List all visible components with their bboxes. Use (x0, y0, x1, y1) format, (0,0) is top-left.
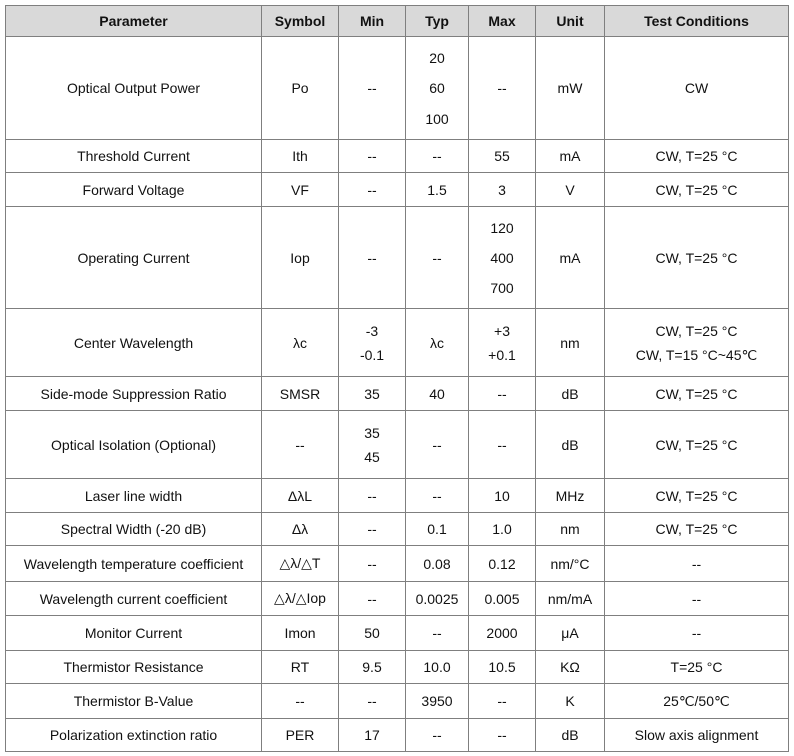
cell-conditions: CW, T=25 °C (605, 377, 789, 411)
cell-unit: nm/mA (536, 582, 605, 616)
cell-unit: K (536, 684, 605, 719)
cell-value-stack (339, 322, 405, 364)
cell-value-stack (469, 322, 535, 364)
cell-symbol: Po (262, 37, 339, 140)
cell-min: 9.5 (339, 651, 406, 684)
cell-max: 3 (469, 173, 536, 207)
cell-conditions: -- (605, 582, 789, 616)
cell-typ: 1.5 (406, 173, 469, 207)
cell-conditions: -- (605, 616, 789, 651)
cell-parameter: Spectral Width (-20 dB) (6, 513, 262, 546)
header-conditions: Test Conditions (605, 6, 789, 37)
cell-symbol: SMSR (262, 377, 339, 411)
cell-max: -- (469, 37, 536, 140)
cell-unit: MHz (536, 479, 605, 513)
cell-max (469, 309, 536, 377)
cell-min: -- (339, 546, 406, 582)
cell-typ: -- (406, 207, 469, 309)
cell-parameter: Wavelength current coefficient (6, 582, 262, 616)
header-parameter: Parameter (6, 6, 262, 37)
table-row (6, 582, 789, 616)
table-row (6, 377, 789, 411)
cell-min (339, 411, 406, 479)
header-unit: Unit (536, 6, 605, 37)
cell-min: -- (339, 140, 406, 173)
cell-unit: nm (536, 513, 605, 546)
cell-typ (406, 37, 469, 140)
cell-value: +0.1 (488, 346, 516, 363)
cell-symbol: Iop (262, 207, 339, 309)
header-max: Max (469, 6, 536, 37)
cell-max: 1.0 (469, 513, 536, 546)
cell-max: -- (469, 684, 536, 719)
table-row (6, 411, 789, 479)
table-row (6, 546, 789, 582)
cell-value: 60 (429, 80, 445, 96)
cell-value: -0.1 (359, 346, 385, 363)
cell-max: 10.5 (469, 651, 536, 684)
cell-conditions: 25℃/50℃ (605, 684, 789, 719)
cell-parameter: Laser line width (6, 479, 262, 513)
cell-unit: dB (536, 411, 605, 479)
cell-value-stack (339, 424, 405, 466)
cell-max: 0.005 (469, 582, 536, 616)
cell-value-stack (605, 322, 788, 364)
table-row (6, 309, 789, 377)
cell-parameter: Thermistor B-Value (6, 684, 262, 719)
cell-min: -- (339, 207, 406, 309)
cell-max: 55 (469, 140, 536, 173)
cell-symbol: -- (262, 684, 339, 719)
cell-value: 400 (490, 249, 514, 266)
cell-conditions: CW, T=25 °C (605, 173, 789, 207)
table-row (6, 616, 789, 651)
table-row (6, 37, 789, 140)
cell-value: 700 (490, 279, 514, 296)
header-row (6, 6, 789, 37)
cell-symbol: RT (262, 651, 339, 684)
table-row (6, 140, 789, 173)
cell-unit: V (536, 173, 605, 207)
cell-typ: 0.0025 (406, 582, 469, 616)
cell-unit: dB (536, 377, 605, 411)
cell-symbol: λc (262, 309, 339, 377)
header-symbol: Symbol (262, 6, 339, 37)
cell-value: -3 (365, 322, 379, 339)
cell-value: CW, T=15 °C~45℃ (635, 346, 758, 363)
cell-typ: -- (406, 140, 469, 173)
cell-value: CW, T=25 °C (655, 322, 738, 339)
cell-typ: 40 (406, 377, 469, 411)
cell-symbol: △λ/△Iop (262, 582, 339, 616)
table-row (6, 684, 789, 719)
cell-unit: dB (536, 719, 605, 752)
cell-typ: 0.1 (406, 513, 469, 546)
cell-symbol: ΔλL (262, 479, 339, 513)
cell-typ: λc (406, 309, 469, 377)
cell-min (339, 309, 406, 377)
header-min: Min (339, 6, 406, 37)
cell-max: 10 (469, 479, 536, 513)
cell-value-stack (406, 49, 468, 128)
cell-parameter: Side-mode Suppression Ratio (6, 377, 262, 411)
cell-parameter: Wavelength temperature coefficient (6, 546, 262, 582)
cell-conditions: CW, T=25 °C (605, 513, 789, 546)
cell-parameter: Polarization extinction ratio (6, 719, 262, 752)
cell-symbol: PER (262, 719, 339, 752)
header-typ: Typ (406, 6, 469, 37)
cell-parameter: Optical Isolation (Optional) (6, 411, 262, 479)
cell-typ: -- (406, 411, 469, 479)
table-row (6, 479, 789, 513)
spec-table-body (6, 37, 789, 752)
cell-symbol: Imon (262, 616, 339, 651)
cell-typ: 10.0 (406, 651, 469, 684)
cell-conditions (605, 309, 789, 377)
cell-value: 35 (364, 424, 380, 441)
cell-typ: -- (406, 616, 469, 651)
cell-parameter: Center Wavelength (6, 309, 262, 377)
cell-symbol: Δλ (262, 513, 339, 546)
cell-parameter: Thermistor Resistance (6, 651, 262, 684)
cell-conditions: CW, T=25 °C (605, 411, 789, 479)
cell-min: -- (339, 173, 406, 207)
cell-value: 100 (425, 110, 449, 127)
cell-value-stack (469, 219, 535, 297)
cell-conditions: CW, T=25 °C (605, 140, 789, 173)
cell-parameter: Forward Voltage (6, 173, 262, 207)
cell-unit: nm (536, 309, 605, 377)
cell-max: 2000 (469, 616, 536, 651)
cell-min: 50 (339, 616, 406, 651)
cell-min: 35 (339, 377, 406, 411)
cell-typ: -- (406, 719, 469, 752)
cell-parameter: Operating Current (6, 207, 262, 309)
cell-unit: nm/°C (536, 546, 605, 582)
cell-symbol: Ith (262, 140, 339, 173)
cell-unit: KΩ (536, 651, 605, 684)
cell-max: -- (469, 719, 536, 752)
cell-value: +3 (494, 322, 510, 339)
cell-max: 0.12 (469, 546, 536, 582)
cell-typ: 0.08 (406, 546, 469, 582)
cell-value: 45 (364, 448, 380, 465)
cell-min: 17 (339, 719, 406, 752)
cell-min: -- (339, 684, 406, 719)
cell-conditions: T=25 °C (605, 651, 789, 684)
cell-value: 20 (429, 49, 445, 66)
cell-conditions: Slow axis alignment (605, 719, 789, 752)
cell-symbol: VF (262, 173, 339, 207)
cell-symbol: -- (262, 411, 339, 479)
cell-min: -- (339, 37, 406, 140)
cell-value: 120 (490, 219, 514, 236)
cell-conditions: CW (605, 37, 789, 140)
cell-conditions: -- (605, 546, 789, 582)
cell-unit: mA (536, 207, 605, 309)
cell-parameter: Monitor Current (6, 616, 262, 651)
cell-parameter: Optical Output Power (6, 37, 262, 140)
table-row (6, 173, 789, 207)
cell-symbol: △λ/△T (262, 546, 339, 582)
cell-unit: mW (536, 37, 605, 140)
cell-conditions: CW, T=25 °C (605, 207, 789, 309)
cell-min: -- (339, 479, 406, 513)
cell-max: -- (469, 377, 536, 411)
cell-max (469, 207, 536, 309)
cell-parameter: Threshold Current (6, 140, 262, 173)
cell-max: -- (469, 411, 536, 479)
cell-unit: mA (536, 140, 605, 173)
cell-unit: μA (536, 616, 605, 651)
table-row (6, 651, 789, 684)
table-row (6, 513, 789, 546)
table-row (6, 207, 789, 309)
cell-typ: 3950 (406, 684, 469, 719)
cell-conditions: CW, T=25 °C (605, 479, 789, 513)
spec-table (5, 5, 789, 752)
cell-min: -- (339, 513, 406, 546)
cell-min: -- (339, 582, 406, 616)
cell-typ: -- (406, 479, 469, 513)
table-row (6, 719, 789, 752)
